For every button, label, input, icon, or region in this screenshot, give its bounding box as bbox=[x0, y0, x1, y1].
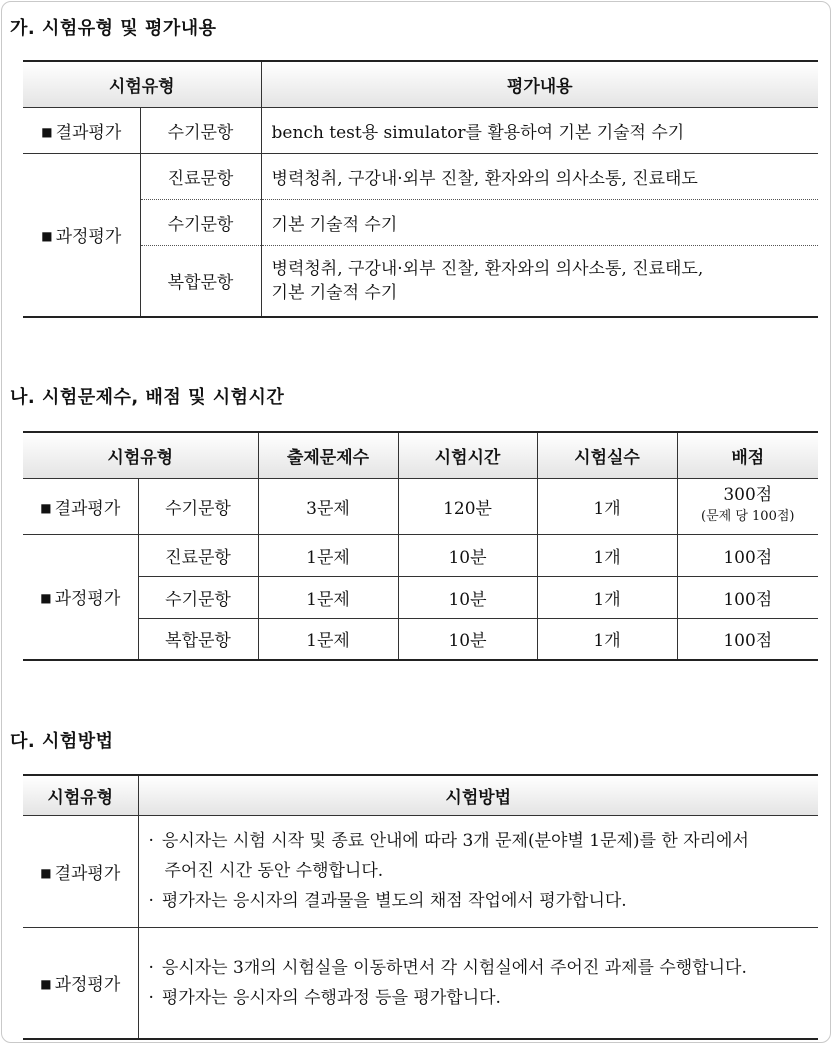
section-a-heading: 가. 시험유형 및 평가내용 bbox=[10, 18, 217, 39]
group-cell: ■ 결과평가 bbox=[23, 107, 140, 153]
table-row bbox=[23, 534, 818, 576]
rooms-cell: 1개 bbox=[537, 478, 677, 534]
list-item: · 평가자는 응시자의 결과물을 별도의 채점 작업에서 평가합니다. bbox=[148, 891, 627, 911]
table-header-row bbox=[23, 432, 818, 478]
item-cell: 진료문항 bbox=[138, 534, 258, 576]
square-bullet-icon: ■ bbox=[41, 229, 53, 244]
item-cell: 복합문항 bbox=[138, 618, 258, 660]
score-cell: 100점 bbox=[677, 618, 818, 660]
table-row bbox=[23, 815, 818, 927]
count-cell: 1문제 bbox=[258, 618, 398, 660]
time-cell: 120분 bbox=[398, 478, 537, 534]
table-row bbox=[23, 927, 818, 1039]
list-item: · 응시자는 3개의 시험실을 이동하면서 각 시험실에서 주어진 과제를 수행합니다. bbox=[148, 957, 747, 978]
item-cell: 수기문항 bbox=[138, 576, 258, 618]
table-row bbox=[23, 153, 818, 199]
section-b-table bbox=[23, 431, 818, 661]
content-cell: bench test용 simulator를 활용하여 기본 기술적 수기 bbox=[261, 107, 818, 153]
square-bullet-icon: ■ bbox=[40, 591, 52, 606]
header-method: 시험방법 bbox=[138, 775, 818, 815]
group-cell: ■ 과정평가 bbox=[23, 153, 140, 317]
item-cell: 수기문항 bbox=[138, 478, 258, 534]
count-cell: 1문제 bbox=[258, 576, 398, 618]
item-cell: 진료문항 bbox=[140, 153, 261, 199]
header-content: 평가내용 bbox=[261, 61, 818, 107]
table-row bbox=[23, 245, 818, 317]
list-item: · 응시자는 시험 시작 및 종료 안내에 따라 3개 문제(분야별 1문제)를 한 자리에서 bbox=[148, 831, 749, 851]
item-cell: 복합문항 bbox=[140, 245, 261, 317]
table-row bbox=[23, 576, 818, 618]
section-b-heading: 나. 시험문제수, 배점 및 시험시간 bbox=[10, 387, 285, 408]
rooms-cell: 1개 bbox=[537, 534, 677, 576]
square-bullet-icon: ■ bbox=[40, 865, 52, 880]
score-cell: 100점 bbox=[677, 576, 818, 618]
count-cell: 3문제 bbox=[258, 478, 398, 534]
item-cell: 수기문항 bbox=[140, 107, 261, 153]
rooms-cell: 1개 bbox=[537, 576, 677, 618]
square-bullet-icon: ■ bbox=[40, 977, 52, 992]
square-bullet-icon: ■ bbox=[41, 124, 53, 139]
square-bullet-icon: ■ bbox=[40, 500, 52, 515]
table-row bbox=[23, 199, 818, 245]
group-cell: ■ 결과평가 bbox=[23, 815, 138, 927]
score-note: (문제 당 100점) bbox=[701, 509, 795, 524]
method-cell bbox=[138, 927, 818, 1039]
table-header-row bbox=[23, 61, 818, 107]
header-type: 시험유형 bbox=[23, 775, 138, 815]
list-item: · 평가자는 응시자의 수행과정 등을 평가합니다. bbox=[148, 987, 501, 1008]
rooms-cell: 1개 bbox=[537, 618, 677, 660]
content-cell: 병력청취, 구강내·외부 진찰, 환자와의 의사소통, 진료태도 bbox=[261, 153, 818, 199]
time-cell: 10분 bbox=[398, 534, 537, 576]
header-type: 시험유형 bbox=[23, 61, 261, 107]
count-cell: 1문제 bbox=[258, 534, 398, 576]
content-cell: 기본 기술적 수기 bbox=[261, 199, 818, 245]
section-c-table bbox=[23, 774, 818, 1040]
section-c-heading: 다. 시험방법 bbox=[10, 731, 114, 752]
section-a-table bbox=[23, 60, 818, 318]
table-row bbox=[23, 618, 818, 660]
score-cell: 300점 (문제 당 100점) bbox=[677, 478, 818, 534]
group-cell: ■ 결과평가 bbox=[23, 478, 138, 534]
header-score: 배점 bbox=[677, 432, 818, 478]
time-cell: 10분 bbox=[398, 576, 537, 618]
table-row bbox=[23, 107, 818, 153]
method-cell bbox=[138, 815, 818, 927]
item-cell: 수기문항 bbox=[140, 199, 261, 245]
list-item: 주어진 시간 동안 수행합니다. bbox=[164, 861, 384, 881]
header-type: 시험유형 bbox=[23, 432, 258, 478]
time-cell: 10분 bbox=[398, 618, 537, 660]
group-cell: ■ 과정평가 bbox=[23, 927, 138, 1039]
header-count: 출제문제수 bbox=[258, 432, 398, 478]
content-cell: 병력청취, 구강내·외부 진찰, 환자와의 의사소통, 진료태도, 기본 기술적 수기 bbox=[261, 245, 818, 317]
table-row bbox=[23, 478, 818, 534]
group-cell: ■ 과정평가 bbox=[23, 534, 138, 660]
score-cell: 100점 bbox=[677, 534, 818, 576]
header-rooms: 시험실수 bbox=[537, 432, 677, 478]
header-time: 시험시간 bbox=[398, 432, 537, 478]
table-header-row bbox=[23, 775, 818, 815]
